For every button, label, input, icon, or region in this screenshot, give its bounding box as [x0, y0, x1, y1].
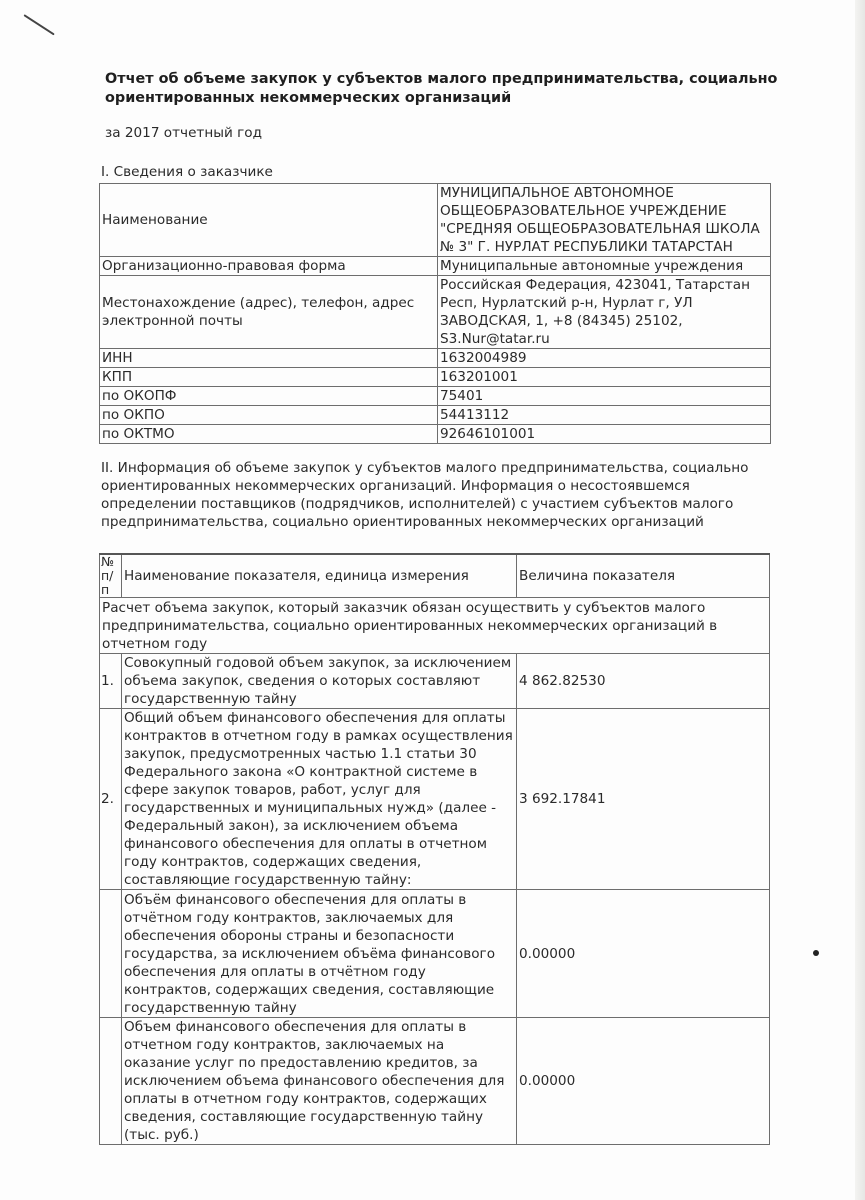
table-row [100, 425, 771, 444]
table-row [100, 709, 770, 890]
row-value: 4 862.82530 [517, 654, 770, 709]
row-value: 0.00000 [517, 890, 770, 1018]
header-number: № п/п [100, 554, 122, 598]
table-row [100, 276, 771, 349]
row-value: 3 692.17841 [517, 709, 770, 890]
row-label: по ОКОПФ [100, 387, 438, 406]
table-row [100, 368, 771, 387]
row-label: по ОКПО [100, 406, 438, 425]
row-number: 2. [100, 709, 122, 890]
row-number [100, 890, 122, 1018]
table-row [100, 257, 771, 276]
row-label: Организационно-правовая форма [100, 257, 438, 276]
row-value: 1632004989 [438, 349, 771, 368]
table-row [100, 184, 771, 257]
row-value: 0.00000 [517, 1018, 770, 1145]
row-value: Российская Федерация, 423041, Татарстан Респ, Нурлатский р-н, Нурлат г, УЛ ЗАВОДСКАЯ, 1, +8 (84345) 25102, S3.Nur@tatar.ru [438, 276, 771, 349]
table-row [100, 654, 770, 709]
row-value: 75401 [438, 387, 771, 406]
row-label: Наименование [100, 184, 438, 257]
row-label: ИНН [100, 349, 438, 368]
pen-mark [23, 14, 54, 35]
header-indicator-value: Величина показателя [517, 554, 770, 598]
table-header-row [100, 554, 770, 598]
row-value: 163201001 [438, 368, 771, 387]
table-row [100, 890, 770, 1018]
row-name: Общий объем финансового обеспечения для оплаты контрактов в отчетном году в рамках осуществления закупок, предусмотренных частью 1.1 статьи 30 Федерального закона «О контрактной системе в сфере закупок товаров, работ, услуг для государственных и муниципальных нужд» (далее - Федеральный закон), за исключением объема финансового обеспечения для оплаты в отчетном году контрактов, содержащих сведения, составляющие государственную тайну: [122, 709, 517, 890]
row-value: 92646101001 [438, 425, 771, 444]
intro-text: Расчет объема закупок, который заказчик обязан осуществить у субъектов малого предпринимательства, социально ориентированных некоммерческих организаций в отчетном году [100, 598, 770, 654]
row-value: МУНИЦИПАЛЬНОЕ АВТОНОМНОЕ ОБЩЕОБРАЗОВАТЕЛЬНОЕ УЧРЕЖДЕНИЕ "СРЕДНЯЯ ОБЩЕОБРАЗОВАТЕЛЬНАЯ ШКОЛА № 3" Г. НУРЛАТ РЕСПУБЛИКИ ТАТАРСТАН [438, 184, 771, 257]
row-label: Местонахождение (адрес), телефон, адрес электронной почты [100, 276, 438, 349]
row-name: Совокупный годовой объем закупок, за исключением объема закупок, сведения о которых составляют государственную тайну [122, 654, 517, 709]
section-1-heading: I. Сведения о заказчике [101, 164, 273, 180]
page-edge-shadow [855, 0, 865, 1200]
row-value: Муниципальные автономные учреждения [438, 257, 771, 276]
ink-dot [813, 950, 819, 956]
row-label: по ОКТМО [100, 425, 438, 444]
row-name: Объем финансового обеспечения для оплаты в отчетном году контрактов, заключаемых на оказание услуг по предоставлению кредитов, за исключением объема финансового обеспечения для оплаты в отчетном году контрактов, содержащих сведения, составляющие государственную тайну (тыс. руб.) [122, 1018, 517, 1145]
row-value: 54413112 [438, 406, 771, 425]
document-title: Отчет об объеме закупок у субъектов малого предпринимательства, социально ориентированных некоммерческих организаций [105, 71, 778, 106]
row-number [100, 1018, 122, 1145]
table-row [100, 406, 771, 425]
report-period: за 2017 отчетный год [105, 125, 262, 141]
table-intro-row [100, 598, 770, 654]
row-number: 1. [100, 654, 122, 709]
section-2-heading: II. Информация об объеме закупок у субъектов малого предпринимательства, социально ориентированных некоммерческих организаций. Информация о несостоявшемся определении поставщиков (подрядчиков, исполнителей) с участием субъектов малого предпринимательства, социально ориентированных некоммерческих организаций [101, 460, 749, 530]
row-name: Объём финансового обеспечения для оплаты в отчётном году контрактов, заключаемых для обеспечения обороны страны и безопасности государства, за исключением объёма финансового обеспечения для оплаты в отчётном году контрактов, содержащих сведения, составляющие государственную тайну [122, 890, 517, 1018]
row-label: КПП [100, 368, 438, 387]
table-row [100, 387, 771, 406]
table-row [100, 1018, 770, 1145]
customer-info-table [99, 183, 771, 444]
procurement-volume-table [99, 553, 770, 1145]
table-row [100, 349, 771, 368]
header-indicator-name: Наименование показателя, единица измерения [122, 554, 517, 598]
